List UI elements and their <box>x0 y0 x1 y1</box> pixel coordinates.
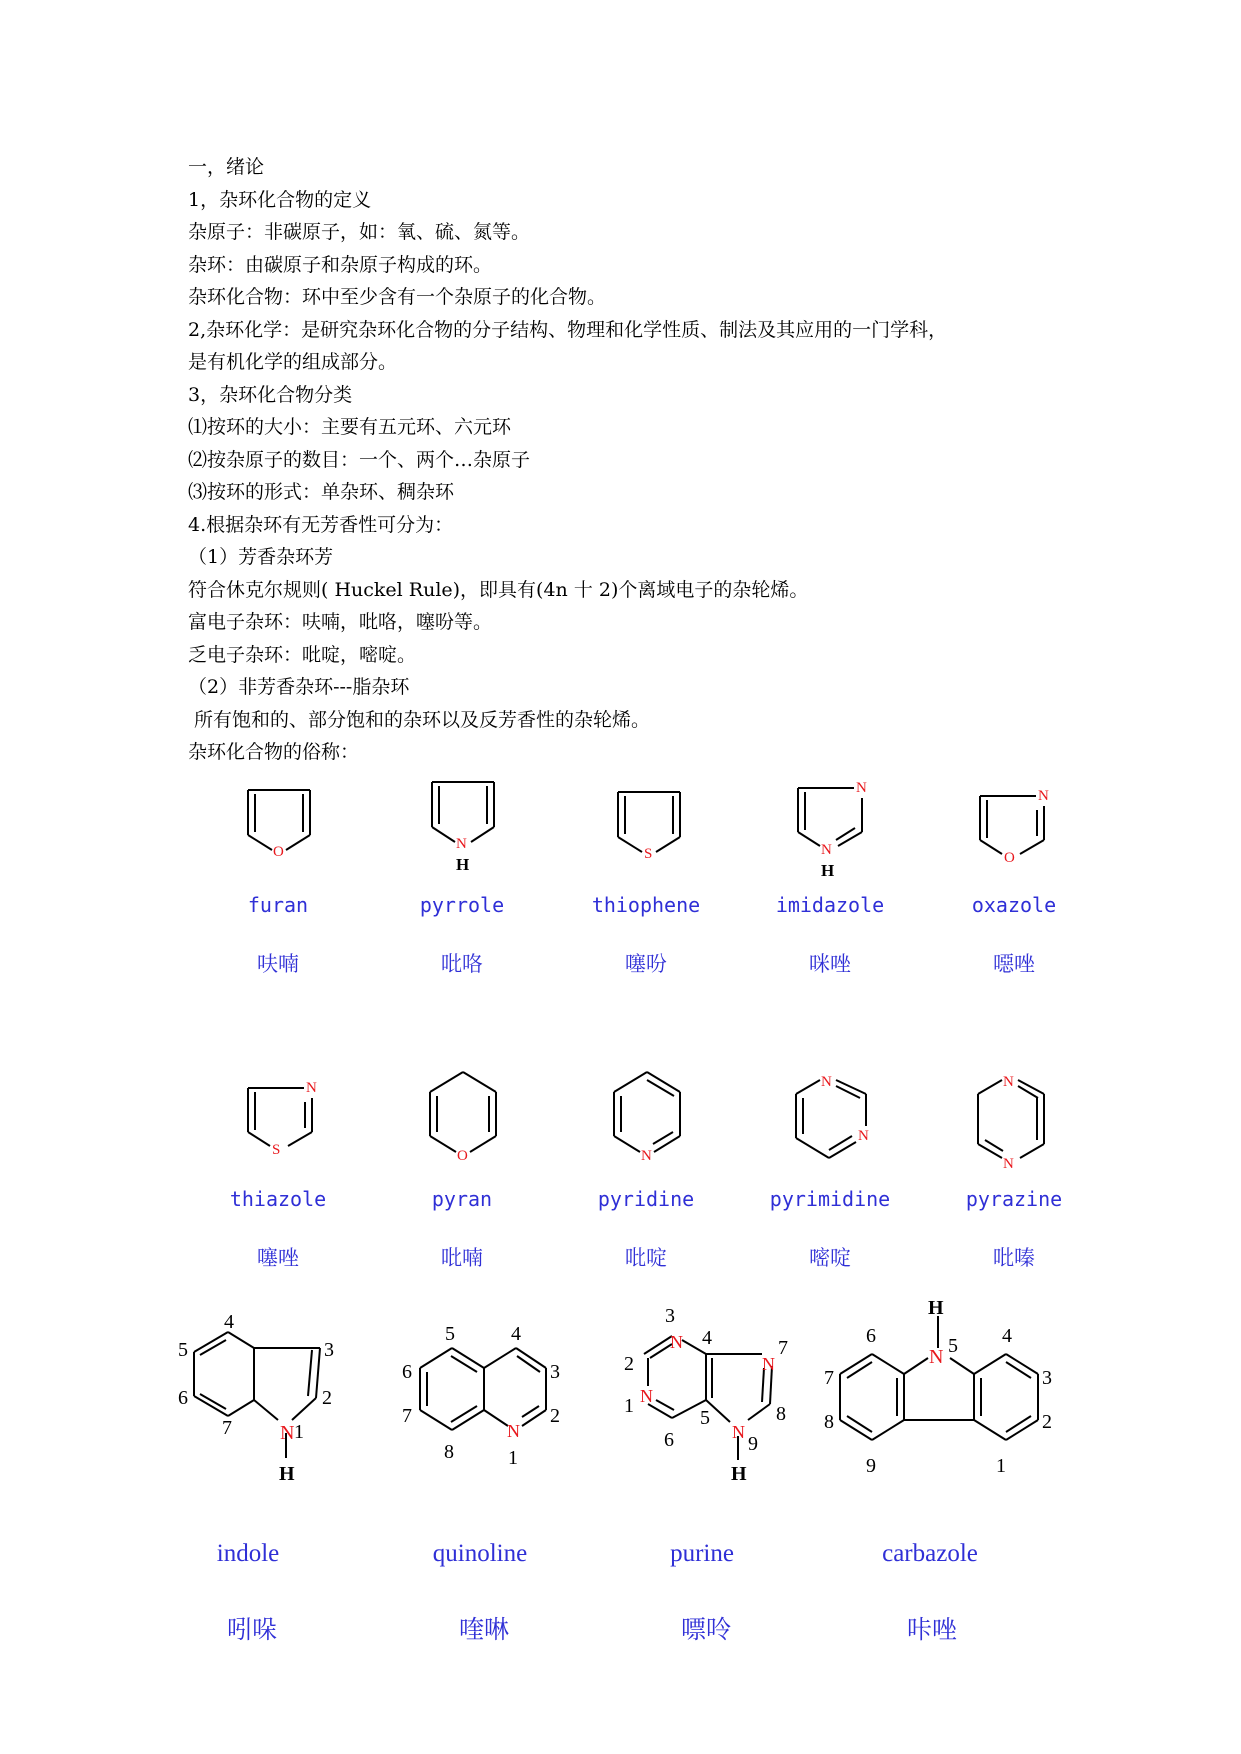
atom-label: N <box>640 1386 653 1406</box>
thiophene-structure <box>610 782 690 862</box>
text-line: （2）非芳香杂环---脂杂环 <box>188 676 410 698</box>
pyrimidine-name-zh: 嘧啶 <box>809 1246 851 1270</box>
atom-label: N <box>507 1421 520 1441</box>
atom-label: N <box>456 836 467 852</box>
text-line: 富电子杂环：呋喃，吡咯，噻吩等。 <box>188 611 493 633</box>
position-number: 8 <box>776 1403 786 1425</box>
pyrrole-structure <box>424 772 504 872</box>
atom-label: H <box>928 1297 944 1319</box>
atom-label: N <box>929 1346 944 1368</box>
purine-name-en: purine <box>670 1540 734 1567</box>
text-line: 杂原子：非碳原子，如：氧、硫、氮等。 <box>188 221 531 243</box>
atom-label: N <box>306 1080 317 1096</box>
position-number: 6 <box>664 1429 674 1451</box>
thiophene-name-zh: 噻吩 <box>625 952 667 976</box>
text-line: 杂环：由碳原子和杂原子构成的环。 <box>188 253 493 276</box>
furan-name-zh: 呋喃 <box>257 952 299 976</box>
atom-label: N <box>821 1074 832 1090</box>
position-number: 6 <box>402 1361 412 1383</box>
quinoline-name-en: quinoline <box>432 1540 528 1567</box>
atom-label: N <box>821 842 832 858</box>
pyridine-name-en: pyridine <box>597 1187 695 1211</box>
atom-label: H <box>731 1463 747 1485</box>
atom-label: O <box>457 1148 468 1164</box>
atom-label: N <box>1038 788 1049 804</box>
text-line: 符合休克尔规则( Huckel Rule)，即具有(4n 十 2)个离域电子的杂轮烯。 <box>188 578 809 601</box>
atom-label: N <box>732 1422 745 1442</box>
atom-label: N <box>856 780 867 796</box>
atom-label: O <box>273 844 284 860</box>
position-number: 4 <box>224 1311 234 1333</box>
position-number: 3 <box>324 1339 334 1361</box>
position-number: 8 <box>824 1411 834 1433</box>
imidazole-name-en: imidazole <box>775 893 885 917</box>
atom-label: H <box>279 1463 295 1485</box>
quinoline-structure <box>400 1318 580 1488</box>
intro-text <box>188 151 1088 769</box>
furan-structure <box>240 780 320 860</box>
pyridine-structure <box>608 1068 688 1168</box>
position-number: 9 <box>866 1455 876 1477</box>
heading-intro: 一，绪论 <box>188 156 265 178</box>
pyridine-name-zh: 吡啶 <box>625 1246 667 1270</box>
purine-structure <box>620 1300 800 1500</box>
atom-label: O <box>1004 850 1015 866</box>
position-number: 1 <box>624 1395 634 1417</box>
position-number: 2 <box>550 1405 560 1427</box>
pyran-structure <box>424 1068 504 1168</box>
atom-label: N <box>762 1354 775 1374</box>
position-number: 2 <box>322 1387 332 1409</box>
position-number: 5 <box>948 1335 958 1357</box>
oxazole-name-zh: 噁唑 <box>993 952 1035 976</box>
position-number: 4 <box>702 1327 712 1349</box>
atom-label: H <box>821 861 835 880</box>
position-number: 2 <box>624 1353 634 1375</box>
position-number: 1 <box>508 1447 518 1469</box>
text-line: ⑵按杂原子的数目：一个、两个…杂原子 <box>188 448 531 471</box>
imidazole-structure <box>790 770 880 878</box>
pyrrole-name-en: pyrrole <box>419 893 505 917</box>
atom-label: N <box>670 1332 683 1352</box>
position-number: 1 <box>294 1421 304 1443</box>
position-number: 2 <box>1042 1411 1052 1433</box>
position-number: 3 <box>665 1305 675 1327</box>
atom-label: N <box>1003 1156 1014 1172</box>
section-1-title: 1，杂环化合物的定义 <box>188 188 372 211</box>
section-3-title: 3，杂环化合物分类 <box>188 383 353 406</box>
position-number: 5 <box>445 1323 455 1345</box>
atom-label: H <box>456 855 470 874</box>
position-number: 5 <box>178 1339 188 1361</box>
text-line: 是有机化学的组成部分。 <box>188 351 398 373</box>
oxazole-name-en: oxazole <box>971 893 1057 917</box>
atom-label: N <box>641 1148 652 1164</box>
text-line: 杂环化合物：环中至少含有一个杂原子的化合物。 <box>188 286 607 308</box>
thiazole-name-zh: 噻唑 <box>257 1246 299 1270</box>
position-number: 1 <box>996 1455 1006 1477</box>
pyran-name-zh: 吡喃 <box>441 1246 483 1270</box>
position-number: 7 <box>824 1367 834 1389</box>
text-line: ⑴按环的大小：主要有五元环、六元环 <box>188 416 512 438</box>
atom-label: N <box>1003 1074 1014 1090</box>
oxazole-structure <box>972 778 1062 868</box>
pyrimidine-structure <box>790 1068 880 1168</box>
pyrazine-name-zh: 吡嗪 <box>993 1246 1035 1270</box>
section-2-title: 2,杂环化学：是研究杂环化合物的分子结构、物理和化学性质、制法及其应用的一门学科， <box>188 318 948 341</box>
atom-label: S <box>644 846 653 862</box>
position-number: 7 <box>402 1405 412 1427</box>
position-number: 8 <box>444 1441 454 1463</box>
text-line: （1）芳香杂环芳 <box>188 546 334 568</box>
indole-name-en: indole <box>216 1540 280 1567</box>
atom-label: S <box>272 1142 281 1158</box>
position-number: 3 <box>1042 1367 1052 1389</box>
position-number: 7 <box>222 1417 232 1439</box>
pyrrole-name-zh: 吡咯 <box>441 952 483 976</box>
carbazole-name-en: carbazole <box>882 1540 978 1567</box>
atom-label: N <box>858 1128 869 1144</box>
thiophene-name-en: thiophene <box>591 893 701 917</box>
pyrazine-structure <box>972 1068 1062 1178</box>
pyrimidine-name-en: pyrimidine <box>769 1187 891 1211</box>
text-line: ⑶按环的形式：单杂环、稠杂环 <box>188 481 455 503</box>
position-number: 9 <box>748 1433 758 1455</box>
text-line: 所有饱和的、部分饱和的杂环以及反芳香性的杂轮烯。 <box>188 708 651 731</box>
position-number: 3 <box>550 1361 560 1383</box>
position-number: 7 <box>778 1337 788 1359</box>
text-line: 杂环化合物的俗称： <box>188 741 360 763</box>
position-number: 6 <box>178 1387 188 1409</box>
position-number: 4 <box>1002 1325 1012 1347</box>
position-number: 4 <box>511 1323 521 1345</box>
indole-structure <box>170 1308 350 1508</box>
section-4-title: 4.根据杂环有无芳香性可分为： <box>188 513 454 536</box>
quinoline-name-zh: 喹啉 <box>458 1615 509 1644</box>
furan-name-en: furan <box>247 893 309 917</box>
position-number: 5 <box>700 1407 710 1429</box>
indole-name-zh: 吲哚 <box>226 1615 277 1644</box>
position-number: 6 <box>866 1325 876 1347</box>
pyran-name-en: pyran <box>431 1187 493 1211</box>
thiazole-name-en: thiazole <box>229 1187 327 1211</box>
purine-name-zh: 嘌呤 <box>680 1615 731 1644</box>
text-line: 乏电子杂环：吡啶，嘧啶。 <box>188 643 417 666</box>
carbazole-structure <box>820 1296 1060 1506</box>
carbazole-name-zh: 咔唑 <box>906 1615 957 1644</box>
imidazole-name-zh: 咪唑 <box>809 952 851 976</box>
pyrazine-name-en: pyrazine <box>965 1187 1063 1211</box>
thiazole-structure <box>240 1070 330 1160</box>
atom-label: N <box>280 1422 295 1444</box>
